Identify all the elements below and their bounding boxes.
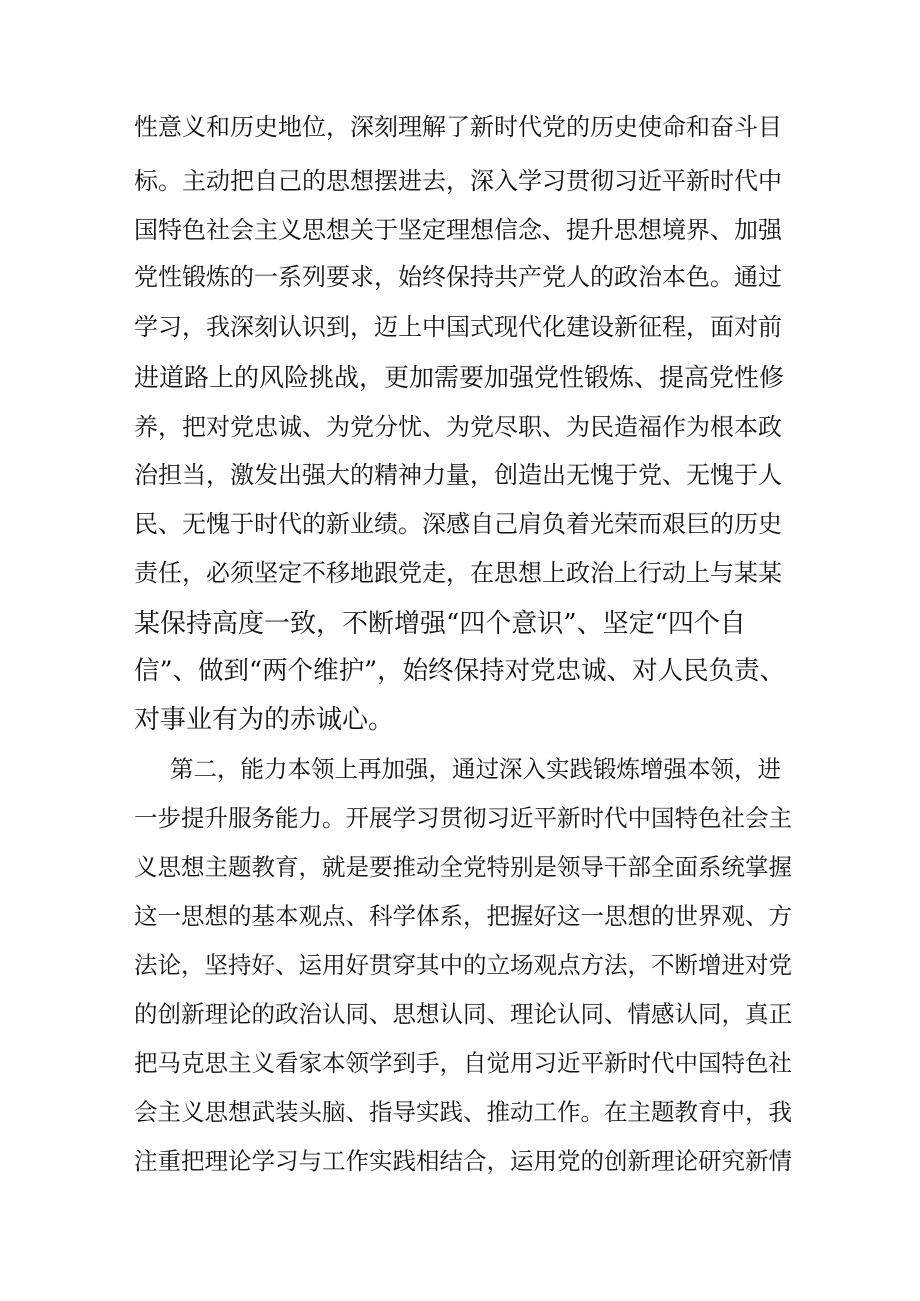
text-line: 性意义和历史地位，深刻理解了新时代党的历史使命和奋斗目	[134, 113, 782, 141]
text-line: 学习，我深刻认识到，迈上中国式现代化建设新征程，面对前	[134, 313, 782, 341]
text-line: 信”、做到“两个维护”，始终保持对党忠诚、对人民负责、	[134, 656, 786, 686]
text-line: 标。主动把自己的思想摆进去，深入学习贯彻习近平新时代中	[134, 167, 782, 195]
text-line: 责任，必须坚定不移地跟党走，在思想上政治上行动上与某某	[134, 559, 782, 587]
text-line: 党性锻炼的一系列要求，始终保持共产党人的政治本色。通过	[134, 263, 782, 291]
text-line: 法论，坚持好、运用好贯穿其中的立场观点方法，不断增进对党	[134, 951, 792, 979]
text-line: 的创新理论的政治认同、思想认同、理论认同、情感认同，真正	[134, 1000, 792, 1028]
text-line: 会主义思想武装头脑、指导实践、推动工作。在主题教育中，我	[134, 1098, 792, 1126]
text-line: 这一思想的基本观点、科学体系，把握好这一思想的世界观、方	[134, 902, 792, 930]
text-line: 进道路上的风险挑战，更加需要加强党性锻炼、提高党性修	[134, 363, 785, 392]
text-line: 国特色社会主义思想关于坚定理想信念、提升思想境界、加强	[134, 216, 782, 244]
text-line: 某保持高度一致，不断增强“四个意识”、坚定“四个自	[134, 609, 746, 639]
text-line: 养，把对党忠诚、为党分忧、为党尽职、为民造福作为根本政	[134, 413, 782, 441]
text-line: 把马克思主义看家本领学到手，自觉用习近平新时代中国特色社	[134, 1049, 792, 1077]
text-line: 注重把理论学习与工作实践相结合，运用党的创新理论研究新情	[134, 1147, 792, 1175]
text-line: 治担当，激发出强大的精神力量，创造出无愧于党、无愧于人	[134, 461, 782, 489]
text-line: 对事业有为的赤诚心。	[134, 705, 395, 735]
text-line: 一步提升服务能力。开展学习贯彻习近平新时代中国特色社会主	[134, 804, 792, 832]
text-line: 义思想主题教育，就是要推动全党特别是领导干部全面系统掌握	[134, 853, 792, 881]
text-line: 民、无愧于时代的新业绩。深感自己肩负着光荣而艰巨的历史	[134, 510, 782, 538]
paragraph-start-line: 第二，能力本领上再加强，通过深入实践锻炼增强本领，进	[170, 755, 781, 783]
